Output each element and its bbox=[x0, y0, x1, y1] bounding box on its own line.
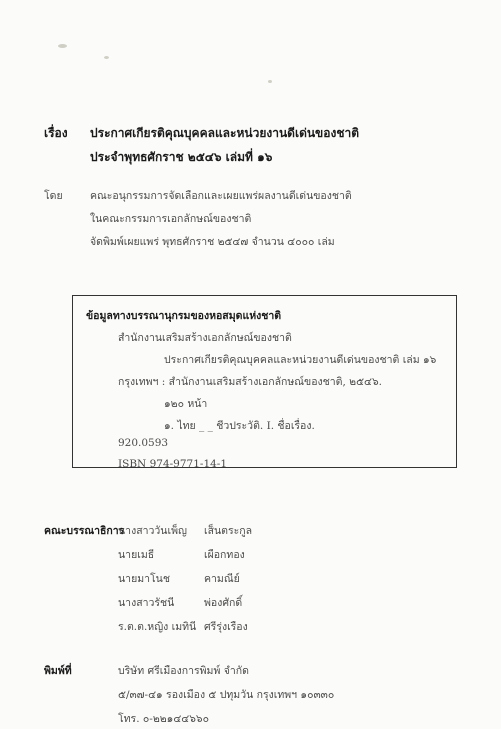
by-line-3: จัดพิมพ์เผยแพร่ พุทธศักราช ๒๕๔๗ จำนวน ๔๐๐๐ เล่ม bbox=[90, 236, 335, 248]
printer-phone: โทร. ๐-๒๒๑๔๔๖๖๐ bbox=[118, 713, 209, 725]
paper-speck bbox=[104, 56, 109, 59]
editor-last-name: เผือกทอง bbox=[204, 549, 245, 561]
editor-last-name: คามณีย์ bbox=[204, 573, 240, 585]
editor-first-name: นายมาโนช bbox=[118, 573, 170, 585]
catalog-subjects: ๑. ไทย _ _ ชีวประวัติ. I. ชื่อเรื่อง. bbox=[164, 420, 315, 432]
paper-speck bbox=[58, 44, 67, 48]
catalog-pages: ๑๒๐ หน้า bbox=[164, 398, 208, 410]
editors-label: คณะบรรณาธิการ bbox=[44, 525, 125, 537]
editor-first-name: นางสาววันเพ็ญ bbox=[118, 525, 187, 537]
printer-name: บริษัท ศรีเมืองการพิมพ์ จำกัด bbox=[118, 665, 249, 677]
by-line-1: คณะอนุกรรมการจัดเลือกและเผยแพร่ผลงานดีเด่นของชาติ bbox=[90, 190, 352, 202]
editor-last-name: ศรีรุ่งเรือง bbox=[204, 621, 248, 633]
editor-first-name: ร.ต.ต.หญิง เมทินี bbox=[118, 621, 197, 633]
by-label: โดย bbox=[44, 190, 63, 202]
subject-line-2: ประจำพุทธศักราช ๒๕๔๖ เล่มที่ ๑๖ bbox=[90, 150, 273, 164]
printer-label: พิมพ์ที่ bbox=[44, 665, 72, 677]
editor-first-name: นายเมธี bbox=[118, 549, 155, 561]
editor-first-name: นางสาวรัชนี bbox=[118, 597, 175, 609]
catalog-isbn: ISBN 974-9771-14-1 bbox=[118, 458, 228, 470]
catalog-call-number: 920.0593 bbox=[118, 437, 169, 449]
editor-last-name: พ่องศักดิ์ bbox=[204, 597, 243, 609]
subject-label: เรื่อง bbox=[44, 126, 68, 140]
paper-speck bbox=[268, 80, 272, 83]
catalog-title: ประกาศเกียรติคุณบุคคลและหน่วยงานดีเด่นของชาติ เล่ม ๑๖ bbox=[164, 354, 437, 366]
catalog-heading: ข้อมูลทางบรรณานุกรมของหอสมุดแห่งชาติ bbox=[86, 310, 282, 322]
subject-line-1: ประกาศเกียรติคุณบุคคลและหน่วยงานดีเด่นของชาติ bbox=[90, 126, 360, 140]
editor-last-name: เส็นตระกูล bbox=[204, 525, 253, 537]
printer-address: ๕/๓๗-๔๑ รองเมือง ๕ ปทุมวัน กรุงเทพฯ ๑๐๓๓๐ bbox=[118, 689, 335, 701]
by-line-2: ในคณะกรรมการเอกลักษณ์ของชาติ bbox=[90, 213, 252, 225]
catalog-author: สำนักงานเสริมสร้างเอกลักษณ์ของชาติ bbox=[118, 332, 292, 344]
catalog-publisher: กรุงเทพฯ : สำนักงานเสริมสร้างเอกลักษณ์ของชาติ, ๒๕๔๖. bbox=[118, 376, 382, 388]
